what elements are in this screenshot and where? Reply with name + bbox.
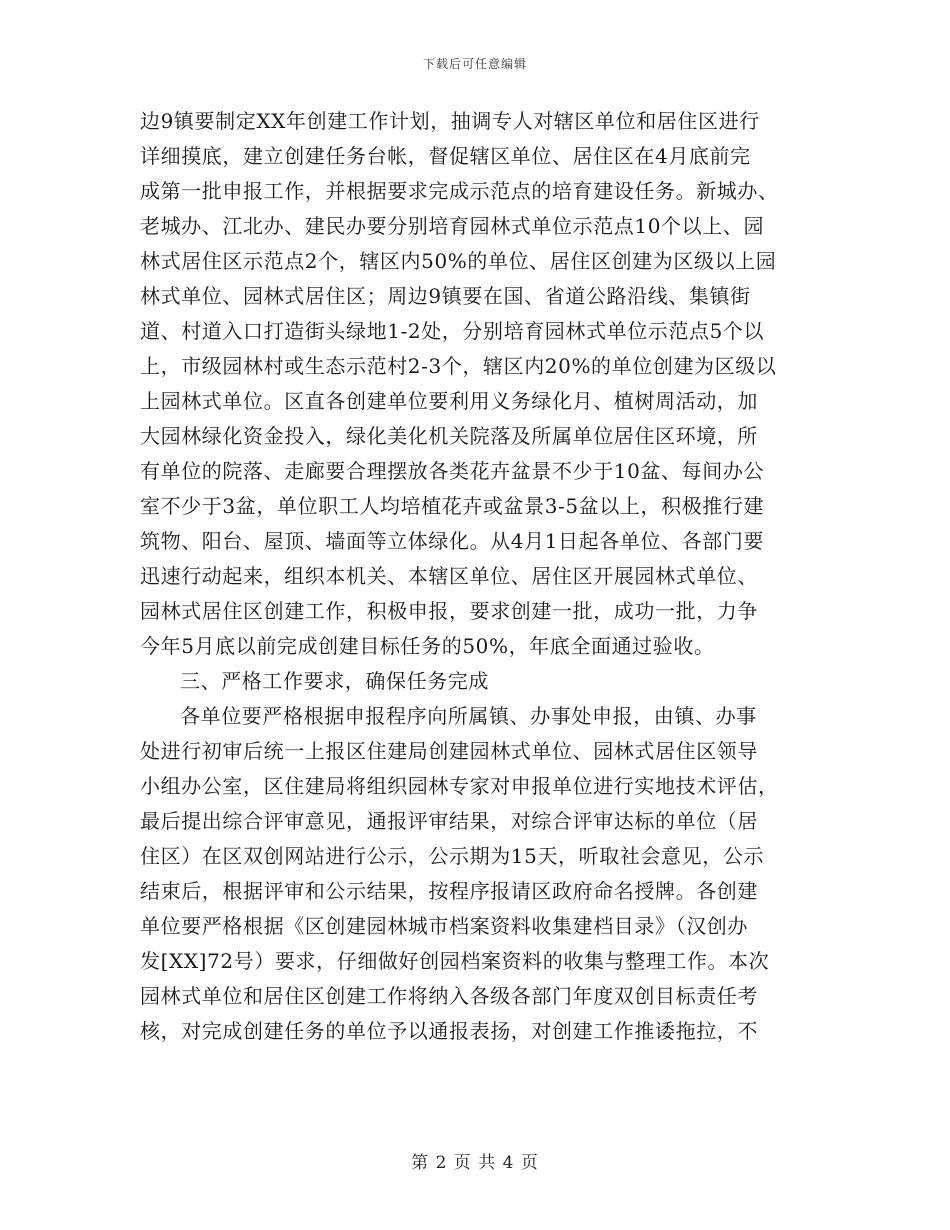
text-line: 筑物、阳台、屋顶、墙面等立体绿化。从4月1日起各单位、各部门要 — [140, 529, 765, 553]
page-header: 下载后可任意编辑 — [422, 57, 527, 71]
text-line: 上，市级园林村或生态示范村2-3个，辖区内20%的单位创建为区级以 — [140, 354, 777, 378]
text-line: 室不少于3盆，单位职工人均培植花卉或盆景3-5盆以上，积极推行建 — [140, 494, 765, 518]
text-line: 成第一批申报工作，并根据要求完成示范点的培育建设任务。新城办、 — [140, 179, 779, 203]
text-line: 大园林绿化资金投入，绿化美化机关院落及所属单位居住区环境，所 — [140, 424, 758, 448]
text-line: 核，对完成创建任务的单位予以通报表扬，对创建工作推诿拖拉，不 — [140, 1019, 758, 1043]
page-number: 第 2 页 共 4 页 — [411, 1153, 539, 1173]
text-line: 有单位的院落、走廊要合理摆放各类花卉盆景不少于10盆、每间办公 — [140, 459, 765, 483]
text-line: 园林式单位和居住区创建工作将纳入各级各部门年度双创目标责任考 — [140, 984, 758, 1008]
text-line: 迅速行动起来，组织本机关、本辖区单位、居住区开展园林式单位、 — [140, 564, 758, 588]
text-line: 边9镇要制定XX年创建工作计划，抽调专人对辖区单位和居住区进行 — [140, 109, 760, 133]
text-line: 单位要严格根据《区创建园林城市档案资料收集建档目录》（汉创办 — [140, 914, 748, 938]
text-line: 住区）在区双创网站进行公示，公示期为15天，听取社会意见，公示 — [140, 844, 765, 868]
section-heading: 三、严格工作要求，确保任务完成 — [180, 669, 489, 693]
text-line: 处进行初审后统一上报区住建局创建园林式单位、园林式居住区领导 — [140, 739, 758, 763]
text-line: 结束后，根据评审和公示结果，按程序报请区政府命名授牌。各创建 — [140, 879, 758, 903]
text-line: 林式单位、园林式居住区；周边9镇要在国、省道公路沿线、集镇街 — [140, 284, 751, 308]
text-line: 老城办、江北办、建民办要分别培育园林式单位示范点10个以上、园 — [140, 214, 765, 238]
text-line: 最后提出综合评审意见，通报评审结果，对综合评审达标的单位（居 — [140, 809, 758, 833]
text-line: 小组办公室，区住建局将组织园林专家对申报单位进行实地技术评估， — [140, 774, 779, 798]
text-line: 详细摸底，建立创建任务台帐，督促辖区单位、居住区在4月底前完 — [140, 144, 751, 168]
text-line: 园林式居住区创建工作，积极申报，要求创建一批，成功一批，力争 — [140, 599, 758, 623]
text-line: 各单位要严格根据申报程序向所属镇、办事处申报，由镇、办事 — [180, 704, 757, 728]
text-line: 今年5月底以前完成创建目标任务的50%，年底全面通过验收。 — [140, 634, 715, 658]
text-line: 上园林式单位。区直各创建单位要利用义务绿化月、植树周活动，加 — [140, 389, 758, 413]
document-body — [140, 104, 820, 1049]
text-line: 发[XX]72号）要求，仔细做好创园档案资料的收集与整理工作。本次 — [140, 949, 770, 973]
text-line: 道、村道入口打造街头绿地1-2处，分别培育园林式单位示范点5个以 — [140, 319, 765, 343]
text-line: 林式居住区示范点2个，辖区内50%的单位、居住区创建为区级以上园 — [140, 249, 777, 273]
